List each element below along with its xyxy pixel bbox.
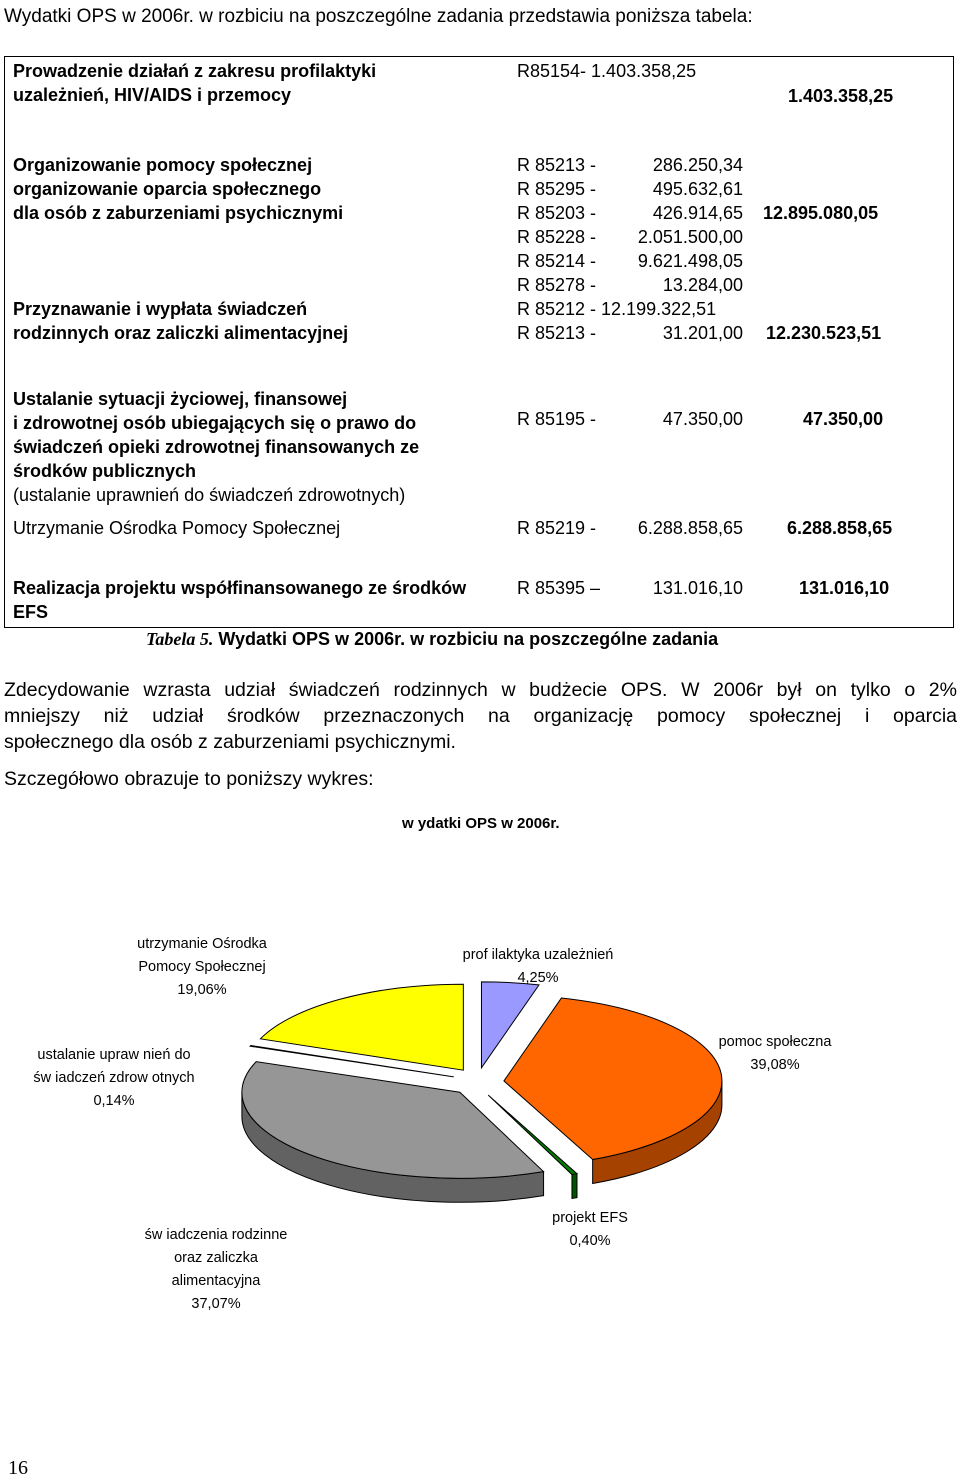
total-cell: 12.895.080,05 bbox=[763, 203, 879, 223]
paragraph-line: Zdecydowanie wzrasta udział świadczeń rodzinnych w budżecie OPS. W 2006r był on tylko o 2% bbox=[4, 679, 957, 701]
code-cell: R 85212 - 12.199.322,51 R 85213 - bbox=[517, 299, 717, 343]
slice-label: św iadczenia rodzinne oraz zaliczka alimentacyjna 37,07% bbox=[144, 1227, 288, 1312]
paragraph-line: mniejszy niż udział środków przeznaczonych na organizację pomocy społecznej i oparcia bbox=[4, 705, 957, 727]
total-cell: 1.403.358,25 bbox=[788, 86, 894, 106]
amount-cell: 47.350,00 bbox=[662, 409, 743, 429]
table-caption: Tabela 5. Wydatki OPS w 2006r. w rozbiciu na poszczególne zadania bbox=[146, 629, 719, 649]
code-cell: R 85213 - R 85295 - R 85203 - R 85228 - R 85214 - R 85278 - bbox=[517, 155, 597, 295]
page-number: 16 bbox=[8, 1457, 28, 1479]
task-cell: Utrzymanie Ośrodka Pomocy Społecznej bbox=[13, 518, 341, 538]
chart-title: w ydatki OPS w 2006r. bbox=[402, 815, 560, 832]
slice-label: ustalanie upraw nień do św iadczeń zdrow otnych 0,14% bbox=[33, 1047, 195, 1109]
task-cell: Organizowanie pomocy społecznej organizowanie oparcia społecznego dla osób z zaburzeniami psychicznymi bbox=[13, 155, 344, 223]
task-cell: Prowadzenie działań z zakresu profilaktyki uzależnień, HIV/AIDS i przemocy bbox=[13, 61, 377, 105]
amount-cell: 31.201,00 bbox=[662, 323, 743, 343]
intro-text: Wydatki OPS w 2006r. w rozbiciu na poszczególne zadania przedstawia poniższa tabela: bbox=[4, 6, 753, 27]
total-cell: 131.016,10 bbox=[799, 578, 890, 598]
slice-label: utrzymanie Ośrodka Pomocy Społecznej 19,06% bbox=[137, 936, 267, 998]
slice-label: prof ilaktyka uzależnień 4,25% bbox=[462, 947, 614, 986]
pie-slice-side bbox=[572, 1174, 577, 1199]
total-cell: 12.230.523,51 bbox=[766, 323, 882, 343]
total-cell: 6.288.858,65 bbox=[787, 518, 893, 538]
slice-label: pomoc społeczna 39,08% bbox=[718, 1034, 832, 1073]
code-cell: R85154- 1.403.358,25 bbox=[517, 61, 697, 81]
amount-cell: 6.288.858,65 bbox=[637, 518, 743, 538]
slice-label: projekt EFS 0,40% bbox=[552, 1210, 628, 1249]
code-cell: R 85195 - bbox=[517, 409, 597, 429]
task-cell: Przyznawanie i wypłata świadczeń rodzinnych oraz zaliczki alimentacyjnej bbox=[13, 299, 349, 343]
total-cell: 47.350,00 bbox=[803, 409, 884, 429]
task-cell: Realizacja projektu współfinansowanego ze środków EFS bbox=[13, 578, 467, 622]
paragraph-line: społecznego dla osób z zaburzeniami psychicznymi. bbox=[4, 731, 456, 753]
code-cell: R 85219 - bbox=[517, 518, 597, 538]
amount-cell: 286.250,34 495.632,61 426.914,65 2.051.500,00 9.621.498,05 13.284,00 bbox=[637, 155, 743, 295]
amount-cell: 131.016,10 bbox=[652, 578, 743, 598]
paragraph-2: Szczegółowo obrazuje to poniższy wykres: bbox=[4, 768, 374, 790]
code-cell: R 85395 – bbox=[517, 578, 601, 598]
task-cell: Ustalanie sytuacji życiowej, finansowej i zdrowotnej osób ubiegających się o prawo do świadczeń opieki zdrowotnej finansowanych ze środków publicznych (ustalanie uprawnień do świadczeń zdrowotnych) bbox=[13, 389, 420, 505]
